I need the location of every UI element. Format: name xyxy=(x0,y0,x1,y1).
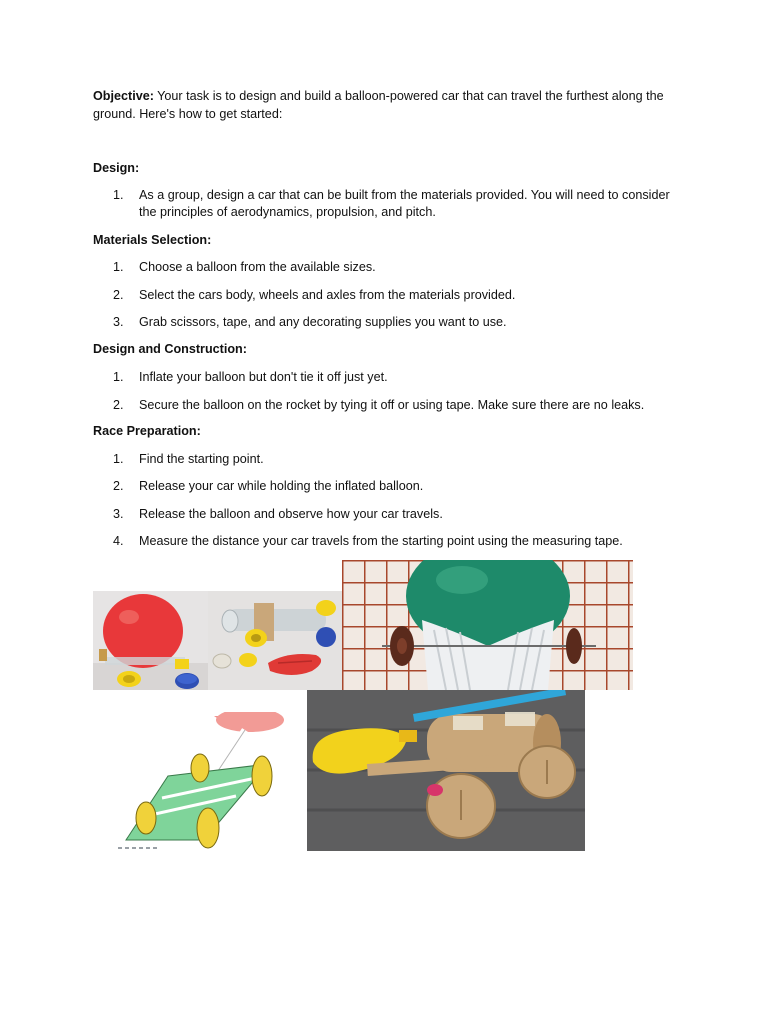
list-text: As a group, design a car that can be built from the materials provided. You will need to consider the principles of aerodynamics, propulsion, and pitch. xyxy=(139,188,670,219)
red-balloon-photo xyxy=(93,591,208,690)
list-number: 1. xyxy=(113,452,124,466)
bottle-car-parts-photo xyxy=(208,591,342,690)
list-item xyxy=(113,187,673,221)
list-text: Find the starting point. xyxy=(139,452,264,466)
list-number: 2. xyxy=(113,479,124,493)
list-text: Secure the balloon on the rocket by tying it off or using tape. Make sure there are no leaks. xyxy=(139,398,645,412)
list-text: Choose a balloon from the available sizes. xyxy=(139,260,376,274)
list-text: Release your car while holding the inflated balloon. xyxy=(139,479,424,493)
green-balloon-car-photo xyxy=(342,560,633,690)
list-number: 3. xyxy=(113,507,124,521)
list-text: Measure the distance your car travels from the starting point using the measuring tape. xyxy=(139,534,623,548)
list-number: 2. xyxy=(113,398,124,412)
list-number: 1. xyxy=(113,260,124,274)
list-item xyxy=(113,533,673,550)
list-item xyxy=(113,287,673,304)
objective-text: Your task is to design and build a balloon-powered car that can travel the furthest along the ground. Here's how to get started: xyxy=(93,89,664,121)
list-item xyxy=(113,506,673,523)
list-number: 1. xyxy=(113,188,124,202)
list-number: 3. xyxy=(113,315,124,329)
objective-paragraph xyxy=(93,87,683,123)
list-item xyxy=(113,369,673,386)
list-text: Release the balloon and observe how your car travels. xyxy=(139,507,443,521)
list-number: 4. xyxy=(113,534,124,548)
objective-label: Objective: xyxy=(93,89,154,103)
list-text: Grab scissors, tape, and any decorating supplies you want to use. xyxy=(139,315,507,329)
list-item xyxy=(113,314,673,331)
straw-car-diagram xyxy=(118,712,284,852)
list-number: 2. xyxy=(113,288,124,302)
cardboard-roll-car-photo xyxy=(307,690,585,851)
section-heading-materials: Materials Selection: xyxy=(93,233,212,247)
list-text: Inflate your balloon but don't tie it off just yet. xyxy=(139,370,388,384)
list-item xyxy=(113,397,673,414)
section-heading-construction: Design and Construction: xyxy=(93,342,247,356)
list-text: Select the cars body, wheels and axles from the materials provided. xyxy=(139,288,516,302)
list-item xyxy=(113,259,673,276)
section-heading-race: Race Preparation: xyxy=(93,424,201,438)
list-item xyxy=(113,478,673,495)
list-item xyxy=(113,451,673,468)
section-heading-design: Design: xyxy=(93,161,140,175)
list-number: 1. xyxy=(113,370,124,384)
